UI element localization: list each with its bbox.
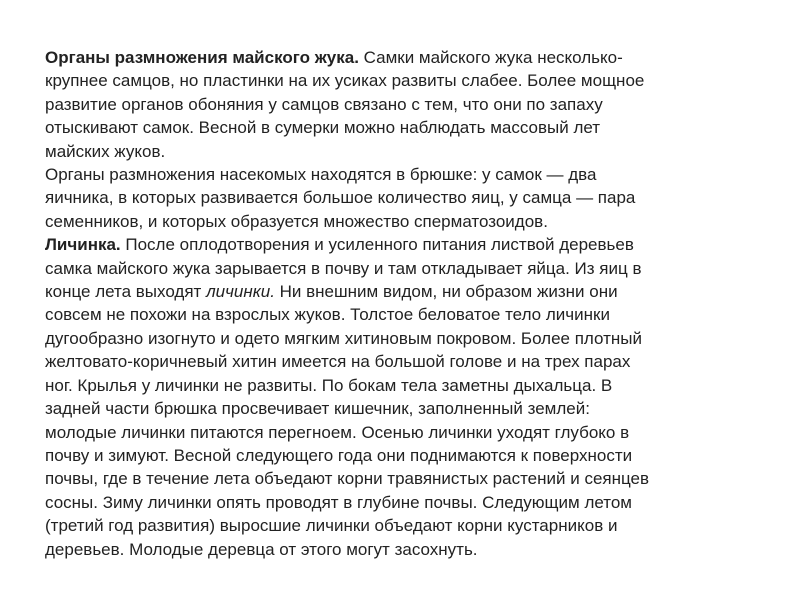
text-line: Органы размножения насекомых находятся в брюшке: у самок — два [45,165,597,185]
text-line: дугообразно изогнуто и одето мягким хитиновым покровом. Более плотный [45,328,643,348]
text-line: ног. Крылья у личинки не развиты. По бокам тела заметны дыхальца. В [45,375,613,395]
text-line: почву и зимуют. Весной следующего года они поднимаются к поверхности [45,445,633,465]
section-heading-larva: Личинка. [45,235,121,255]
text-line: самка майского жука зарывается в почву и там откладывает яйца. Из яиц в [45,258,642,278]
text-span: Ни внешним видом, ни образом жизни они [274,282,618,302]
text-line [45,233,767,256]
paragraph-insect-reproduction-organs [45,163,767,233]
text-line [45,280,767,303]
text-line: майских жуков. [45,141,166,161]
text-span: После оплодотворения и усиленного питания листвой деревьев [120,235,634,255]
text-span: конце лета выходят [45,282,207,302]
text-span: Самки майского жука несколько- [358,48,623,67]
text-line [45,46,767,69]
document-body [45,46,767,561]
text-line: деревьев. Молодые деревца от этого могут засохнуть. [45,539,478,559]
text-line: почвы, где в течение лета объедают корни травянистых растений и сеянцев [45,469,650,489]
emphasis-larvae: личинки. [206,282,275,302]
text-line: крупнее самцов, но пластинки на их усиках развиты слабее. Более мощное [45,71,645,91]
text-line: отыскивают самок. Весной в сумерки можно наблюдать массовый лет [45,118,601,138]
paragraph-larva [45,233,767,561]
section-heading-reproduction-organs: Органы размножения майского жука. [45,48,359,67]
text-line: (третий год развития) выросшие личинки объедают корни кустарников и [45,516,618,536]
text-line: сосны. Зиму личинки опять проводят в глубине почвы. Следующим летом [45,492,632,512]
paragraph-reproduction-organs-beetle [45,46,767,163]
text-line: совсем не похожи на взрослых жуков. Толстое беловатое тело личинки [45,305,610,325]
text-line: желтовато-коричневый хитин имеется на большой голове и на трех парах [45,352,631,372]
text-line: яичника, в которых развивается большое количество яиц, у самца — пара [45,188,636,208]
text-line: семенников, и которых образуется множество сперматозоидов. [45,211,548,231]
text-line: развитие органов обоняния у самцов связано с тем, что они по запаху [45,94,603,114]
text-line: задней части брюшка просвечивает кишечник, заполненный землей: [45,399,590,419]
text-line: молодые личинки питаются перегноем. Осенью личинки уходят глубоко в [45,422,630,442]
